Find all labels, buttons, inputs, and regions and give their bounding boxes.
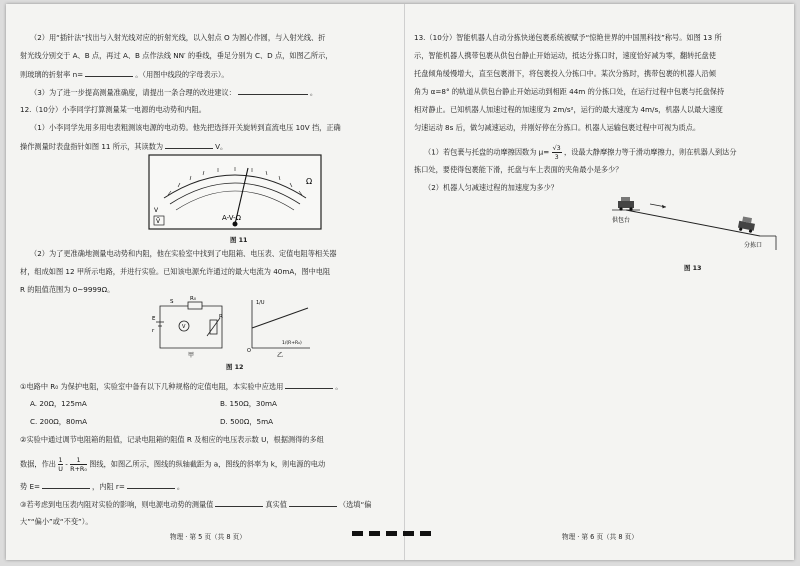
rbox-label: R <box>219 314 223 320</box>
emf-label: E <box>152 316 156 322</box>
option-c: C. 200Ω，80mA <box>30 417 88 426</box>
right-footer: 物理 · 第 6 页（共 8 页） <box>562 533 638 541</box>
origin-label: O <box>247 348 251 354</box>
q12-part2-sub2-line1: ②实验中通过调节电阻箱的阻值，记录电阻箱的阻值 R 及相应的电压表示数 U，根据测得的多组 <box>20 435 324 444</box>
right-page <box>414 4 786 560</box>
q12-part2-line2: 材，组成如图 12 甲所示电路，并进行实验。已知该电源允许通过的最大电流为 40mA，图中电阻 <box>20 267 331 276</box>
q13-line2: 示，智能机器人携带包裹从供包台静止开始运动，抵达分拣口时，速度恰好减为零，翻转托盘使 <box>414 51 716 60</box>
q11-part2-line2: 射光线分别交于 A、B 点，再过 A、B 点作法线 NN′ 的垂线，垂足分别为 C、D 点，如图乙所示， <box>20 51 333 60</box>
fraction-1-over-r: $\frac{1}{\text{R+R₀}}$ <box>70 456 87 473</box>
voltmeter-label: V <box>182 324 186 330</box>
q13-part2: （2）机器人匀减速过程的加速度为多少？ <box>424 183 558 192</box>
answer-blank[interactable] <box>238 86 308 95</box>
q12-part1-line2: 操作测量时表盘指针如图 11 所示，其读数为 V。 <box>20 142 228 151</box>
answer-blank[interactable] <box>42 480 90 489</box>
figure-11-multimeter <box>148 154 322 230</box>
y-axis-label: 1/U <box>256 300 265 306</box>
end-label: 分拣口 <box>744 242 763 249</box>
answer-blank[interactable] <box>215 498 263 507</box>
answer-blank[interactable] <box>85 68 133 77</box>
answer-blank[interactable] <box>285 380 333 389</box>
q13-line3: 托盘倾角缓慢增大，直至包裹滑下，将包裹投入分拣口中。某次分拣时，携带包裹的机器人沿倾 <box>414 69 716 78</box>
option-d: D. 500Ω，5mA <box>220 417 273 426</box>
q13-line6: 匀速运动 8s 后，做匀减速运动，并刚好停在分拣口。机器人运输包裹过程中可视为质点。 <box>414 123 701 132</box>
r0-label: R₀ <box>190 296 197 302</box>
robot-end-icon <box>737 216 755 233</box>
mu-fraction: $\frac{√3}{3}$ <box>552 144 561 161</box>
fraction-1-over-u: $\frac{1}{U}$ <box>58 456 63 473</box>
figure-12-circuit-and-graph <box>152 296 316 358</box>
left-page <box>20 4 398 560</box>
q12-part2-sub3-line1: ③若考虑到电压表内阻对实验的影响，则电源电动势的测量值 真实值 （选填“偏 <box>20 500 372 509</box>
q12-part2-sub2-line2: 数据，作出 $\frac{1}{U}$ - $\frac{1}{\text{R+R₀}}$ 图线，如图乙所示，图线的纵轴截距为 a，图线的斜率为 k，则电源的电动 <box>20 456 326 473</box>
answer-blank[interactable] <box>127 480 175 489</box>
option-a: A. 20Ω，125mA <box>30 399 87 408</box>
q12-part2-sub2-line3: 势 E= ，内阻 r= 。 <box>20 482 185 491</box>
q11-part3-line: （3）为了进一步提高测量准确度，请提出一条合理的改进建议： 。 <box>30 88 318 97</box>
figure-12-caption: 图 12 <box>226 363 244 371</box>
ac-symbol: Ṽ <box>156 218 161 225</box>
q13-line5: 相对静止。已知机器人加速过程的加速度为 2m/s²，运行的最大速度为 4m/s，机器人以最大速度 <box>414 105 723 114</box>
q13-line4: 角为 α=8° 的轨道从供包台静止开始运动到相距 44m 的分拣口处，在运行过程中包裹与托盘保持 <box>414 87 725 96</box>
r-label: r <box>152 328 155 334</box>
answer-blank[interactable] <box>165 140 213 149</box>
figure-13-incline <box>610 190 782 260</box>
q12-part2-line1: （2）为了更准确地测量电动势和内阻，他在实验室中找到了电阻箱、电压表、定值电阻等相关器 <box>30 249 337 258</box>
figure-11-caption: 图 11 <box>230 236 248 244</box>
v-symbol: V <box>154 207 159 214</box>
q12-part2-sub1: ①电路中 R₀ 为保护电阻，实验室中备有以下几种规格的定值电阻，本实验中应选用 。 <box>20 382 343 391</box>
subfig-a-label: 甲 <box>188 352 195 358</box>
start-label: 供包台 <box>612 217 631 224</box>
x-axis-label: 1/(R+R₀) <box>282 341 302 346</box>
switch-label: S <box>170 299 174 305</box>
subfig-b-label: 乙 <box>277 352 284 358</box>
q13-line1: 13.（10分）智能机器人自动分拣快递包裹系统被赋予“惊艳世界的中国黑科技”称号。如图 13 所 <box>414 33 722 42</box>
q12-stem: 12.（10分）小李同学打算测量某一电源的电动势和内阻。 <box>20 105 206 114</box>
meter-label: A-V-Ω <box>222 214 242 222</box>
left-footer: 物理 · 第 5 页（共 8 页） <box>170 533 246 541</box>
q11-part2-line3: 则玻璃的折射率 n= 。（用图中线段的字母表示）。 <box>20 70 229 79</box>
answer-blank[interactable] <box>289 498 337 507</box>
q12-part1-line1: （1）小李同学先用多用电表粗测该电源的电动势。他先把选择开关旋转到直流电压 10V 挡，正确 <box>30 123 341 132</box>
option-b: B. 150Ω，30mA <box>220 399 277 408</box>
q11-part2-line1: （2）用“插针法”找出与入射光线对应的折射光线，以入射点 O 为圆心作圆，与入射光线、折 <box>30 33 326 42</box>
robot-start-icon <box>618 197 634 211</box>
exam-sheet <box>6 4 794 560</box>
q12-part2-line3: R 的阻值范围为 0~9999Ω。 <box>20 285 115 294</box>
ohm-symbol: Ω <box>306 177 313 186</box>
figure-13-caption: 图 13 <box>684 264 702 272</box>
q13-part1-line2: 拣口处，要使得包裹能下滑，托盘与车上表面的夹角最小是多少？ <box>414 165 623 174</box>
page-seam <box>404 4 405 560</box>
q12-part2-sub3-line2: 大”“偏小”或“不变”）。 <box>20 517 93 526</box>
q13-part1-line1: （1）若包裹与托盘的动摩擦因数为 μ= $\frac{√3}{3}$ ，设最大静摩擦力等于滑动摩擦力，则在机器人到达分 <box>424 144 737 161</box>
